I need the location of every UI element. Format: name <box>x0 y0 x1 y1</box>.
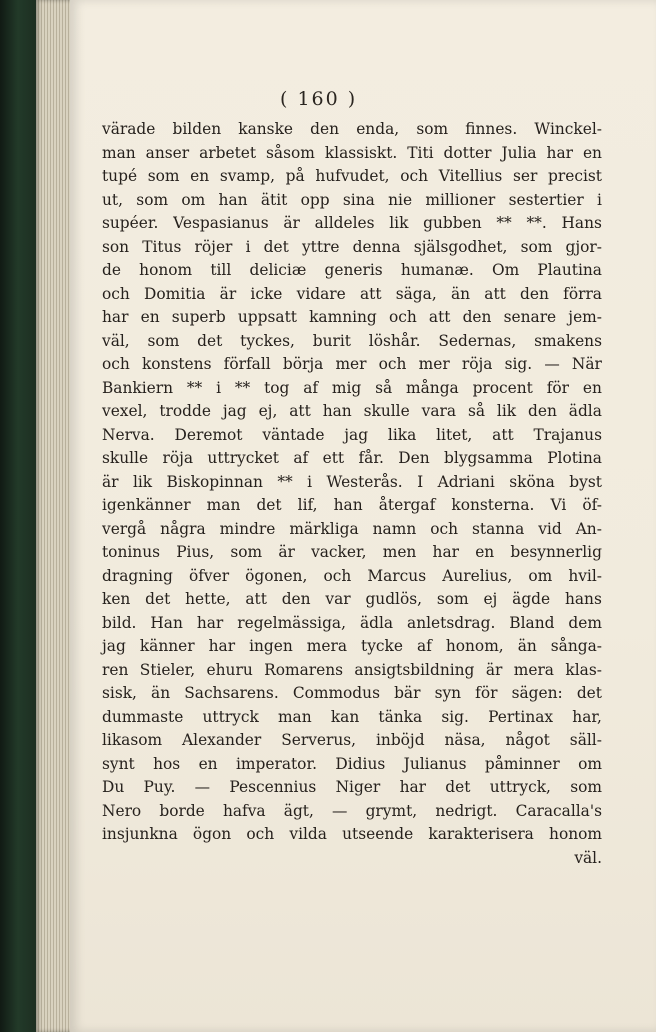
text-line: väl, som det tyckes, burit löshår. Sedernas, smakens <box>102 331 602 350</box>
text-line: sisk, än Sachsarens. Commodus bär syn för sägen: det <box>102 684 602 702</box>
book-cover-edge <box>0 0 40 1032</box>
text-line: likasom Alexander Serverus, inböjd näsa, något säll- <box>102 731 602 749</box>
text-line: väl. <box>574 848 602 867</box>
text-line: ren Stieler, ehuru Romarens ansigtsbildning är mera klas- <box>102 660 602 679</box>
text-line: och Domitia är icke vidare att säga, än att den förra <box>102 284 602 303</box>
text-line: Nerva. Deremot väntade jag lika litet, att Trajanus <box>102 425 602 444</box>
text-line: Nero borde hafva ägt, — grymt, nedrigt. Caracalla's <box>102 801 602 820</box>
text-line: och konstens förfall börja mer och mer röja sig. — När <box>102 355 602 373</box>
text-line: vexel, trodde jag ej, att han skulle vara så lik den ädla <box>102 402 602 420</box>
text-line: dragning öfver ögonen, och Marcus Aurelius, om hvil- <box>102 566 602 585</box>
text-line: toninus Pius, som är vacker, men har en besynnerlig <box>102 543 602 561</box>
text-line: de honom till deliciæ generis humanæ. Om Plautina <box>102 261 602 279</box>
text-line: ut, som om han ätit opp sina nie millioner sestertier i <box>102 190 602 209</box>
text-line: supéer. Vespasianus är alldeles lik gubben ** **. Hans <box>102 214 602 232</box>
text-line: vergå några mindre märkliga namn och stanna vid An- <box>102 519 602 538</box>
text-line: Du Puy. — Pescennius Niger har det uttryck, som <box>102 778 602 796</box>
text-line: jag känner har ingen mera tycke af honom, än sånga- <box>102 637 602 655</box>
text-line: värade bilden kanske den enda, som finnes. Winckel- <box>102 120 602 138</box>
text-line: ken det hette, att den var gudlös, som ej ägde hans <box>102 590 602 608</box>
page-number: ( 160 ) <box>280 88 358 110</box>
text-line: är lik Biskopinnan ** i Westerås. I Adriani sköna byst <box>102 472 602 491</box>
text-line: har en superb uppsatt kamning och att den senare jem- <box>102 308 602 326</box>
text-line: man anser arbetet såsom klassiskt. Titi dotter Julia har en <box>102 143 602 162</box>
text-line: son Titus röjer i det yttre denna själsgodhet, som gjor- <box>102 237 602 256</box>
body-text <box>102 118 602 870</box>
text-line: Bankiern ** i ** tog af mig så många procent för en <box>102 378 602 397</box>
text-line: tupé som en svamp, på hufvudet, och Vitellius ser precist <box>102 167 602 185</box>
text-line: bild. Han har regelmässiga, ädla anletsdrag. Bland dem <box>102 613 602 632</box>
text-line: dummaste uttryck man kan tänka sig. Pertinax har, <box>102 707 602 726</box>
text-line: igenkänner man det lif, han återgaf konsterna. Vi öf- <box>102 496 602 514</box>
text-line: insjunkna ögon och vilda utseende karakterisera honom <box>102 825 602 843</box>
text-line: synt hos en imperator. Didius Julianus påminner om <box>102 754 602 773</box>
text-line: skulle röja uttrycket af ett får. Den blygsamma Plotina <box>102 449 602 467</box>
